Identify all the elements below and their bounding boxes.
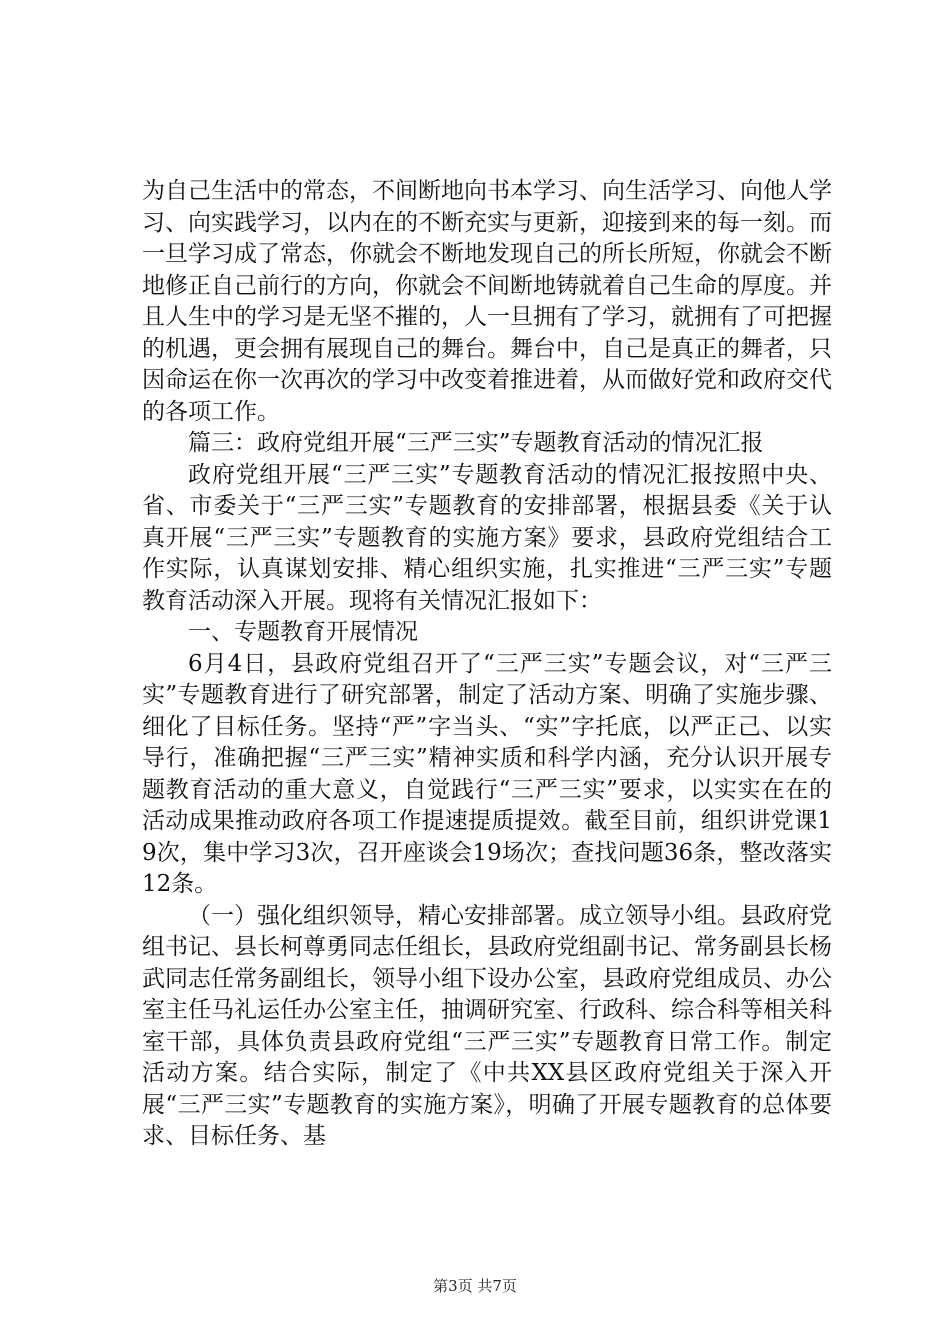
page-number-footer: 第3页 共7页 bbox=[433, 1277, 517, 1295]
section-heading-one: 一、专题教育开展情况 bbox=[188, 619, 418, 645]
section-heading-part-three: 篇三：政府党组开展“三严三实”专题教育活动的情况汇报 bbox=[188, 430, 764, 456]
paragraph-organization: （一）强化组织领导，精心安排部署。成立领导小组。县政府党组书记、县长柯尊勇同志任组长，县政府党组副书记、常务副县长杨武同志任常务副组长，领导小组下设办公室，县政府党组成员、办公室主任马礼运任办公室主任，抽调研究室、行政科、综合科等相关科室干部，具体负责县政府党组“三严三实”专题教育日常工作。制定活动方案。结合实际，制定了《中共XX县区政府党组关于深入开展“三严三实”专题教育的实施方案》，明确了开展专题教育的总体要求、目标任务、基 bbox=[142, 902, 832, 1149]
paragraph-report-intro: 政府党组开展“三严三实”专题教育活动的情况汇报按照中央、省、市委关于“三严三实”专题教育的安排部署，根据县委《关于认真开展“三严三实”专题教育的实施方案》要求，县政府党组结合工作实际，认真谋划安排、精心组织实施，扎实推进“三严三实”专题教育活动深入开展。现将有关情况汇报如下： bbox=[142, 461, 832, 614]
document-body bbox=[142, 176, 832, 1153]
paragraph-meeting: 6月4日，县政府党组召开了“三严三实”专题会议，对“三严三实”专题教育进行了研究部署，制定了活动方案、明确了实施步骤、细化了目标任务。坚持“严”字当头、“实”字托底，以严正己、以实导行，准确把握“三严三实”精神实质和科学内涵，充分认识开展专题教育活动的重大意义，自觉践行“三严三实”要求，以实实在在的活动成果推动政府各项工作提速提质提效。截至目前，组织讲党课19次，集中学习3次，召开座谈会19场次；查找问题36条，整改落实12条。 bbox=[142, 650, 832, 897]
paragraph-continuation: 为自己生活中的常态，不间断地向书本学习、向生活学习、向他人学习、向实践学习，以内在的不断充实与更新，迎接到来的每一刻。而一旦学习成了常态，你就会不断地发现自己的所长所短，你就会不断地修正自己前行的方向，你就会不间断地铸就着自己生命的厚度。并且人生中的学习是无坚不摧的，人一旦拥有了学习，就拥有了可把握的机遇，更会拥有展现自己的舞台。舞台中，自己是真正的舞者，只因命运在你一次再次的学习中改变着推进着，从而做好党和政府交代的各项工作。 bbox=[142, 178, 832, 425]
